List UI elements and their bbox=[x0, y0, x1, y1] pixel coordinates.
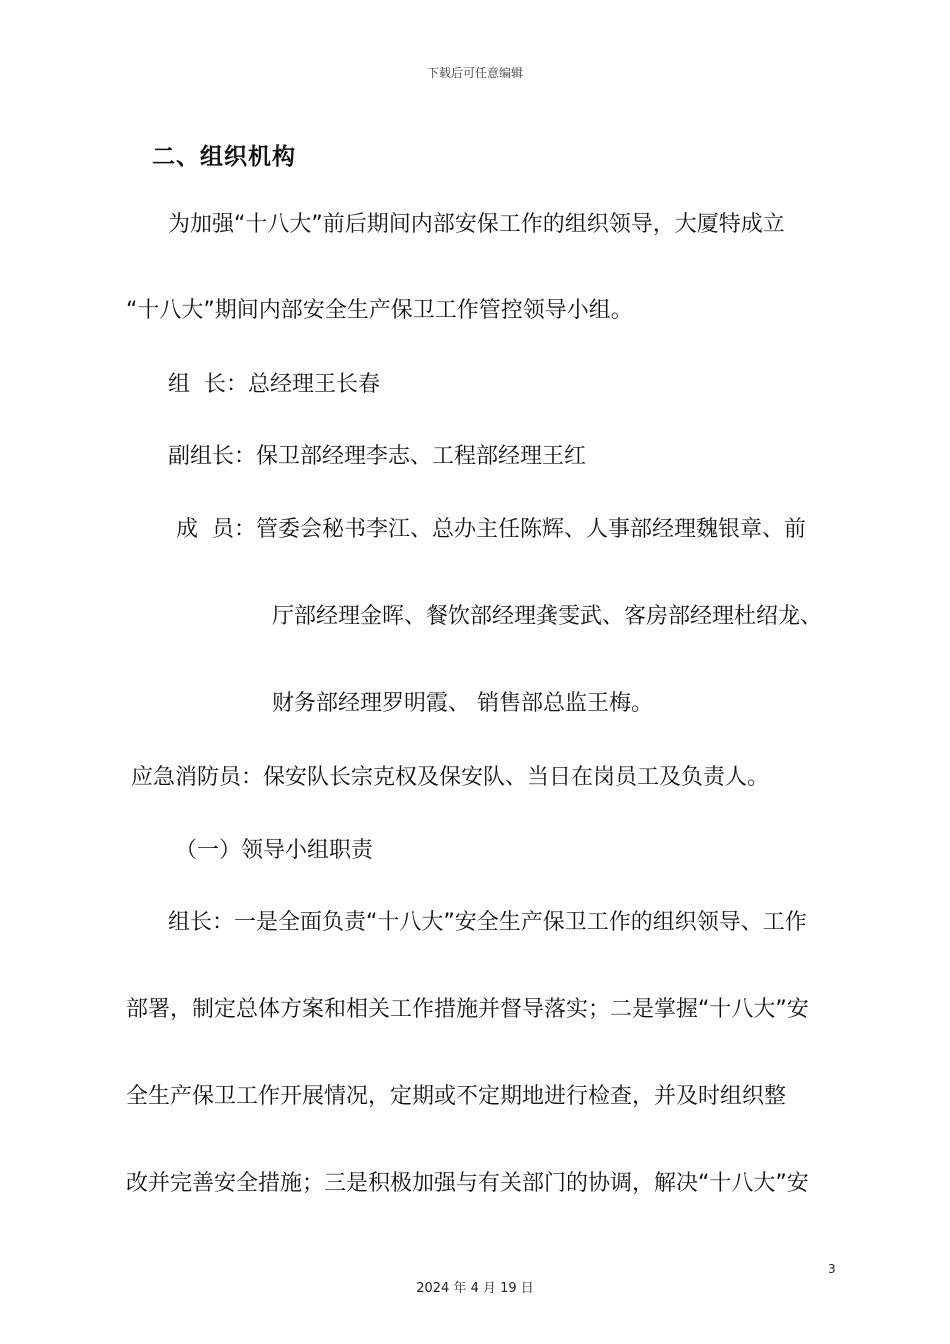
duty-line-4: 改并完善安全措施；三是积极加强与有关部门的协调，解决“十八大”安 bbox=[126, 1171, 809, 1196]
paragraph-intro-line-2: “十八大”期间内部安全生产保卫工作管控领导小组。 bbox=[126, 298, 633, 323]
duty-line-3: 全生产保卫工作开展情况，定期或不定期地进行检查，并及时组织整 bbox=[126, 1084, 787, 1109]
section-title: 二、组织机构 bbox=[152, 144, 296, 170]
leader-line: 组 长：总经理王长春 bbox=[168, 372, 380, 397]
footer-date: 2024 年 4 月 19 日 bbox=[416, 1281, 534, 1296]
subsection-title: （一）领导小组职责 bbox=[175, 838, 374, 863]
paragraph-intro-line-1: 为加强“十八大”前后期间内部安保工作的组织领导，大厦特成立 bbox=[168, 212, 785, 237]
deputy-leader-line: 副组长：保卫部经理李志、工程部经理王红 bbox=[168, 444, 587, 469]
page-number: 3 bbox=[828, 1262, 836, 1276]
members-line-3: 财务部经理罗明霞、 销售部总监王梅。 bbox=[272, 691, 653, 716]
page-header: 下载后可任意编辑 bbox=[426, 66, 523, 80]
members-line-2: 厅部经理金晖、餐饮部经理龚雯武、客房部经理杜绍龙、 bbox=[272, 604, 823, 629]
members-line-1: 成 员：管委会秘书李江、总办主任陈辉、人事部经理魏银章、前 bbox=[176, 517, 806, 542]
duty-line-1: 组长：一是全面负责“十八大”安全生产保卫工作的组织领导、工作 bbox=[168, 910, 807, 935]
emergency-line: 应急消防员：保安队长宗克权及保安队、当日在岗员工及负责人。 bbox=[131, 765, 770, 790]
duty-line-2: 部署，制定总体方案和相关工作措施并督导落实；二是掌握“十八大”安 bbox=[126, 997, 809, 1022]
